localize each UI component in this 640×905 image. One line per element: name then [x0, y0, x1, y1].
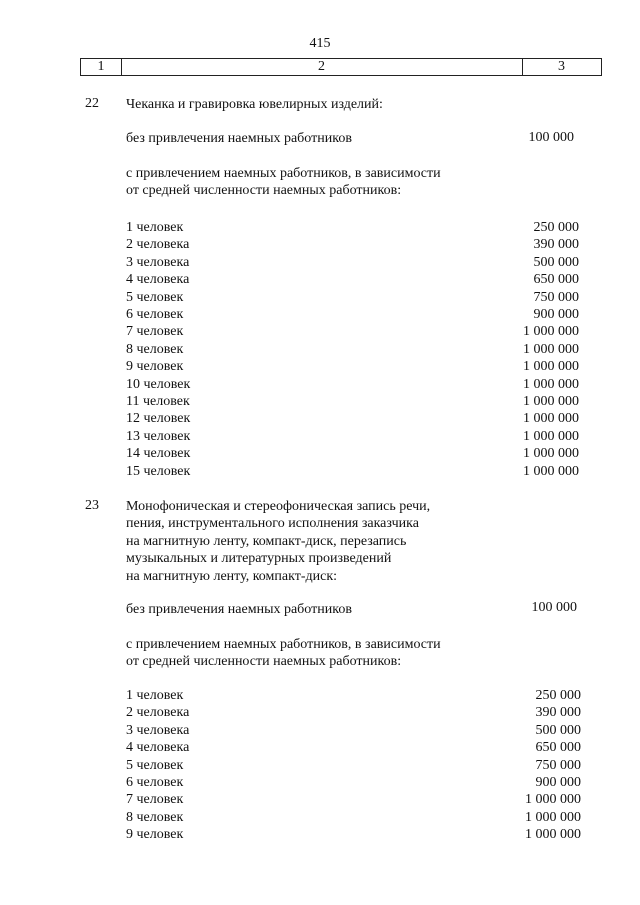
- rate-row: [0, 410, 640, 427]
- rate-value: 390 000: [535, 705, 581, 721]
- employee-count-label: 5 человек: [126, 289, 184, 305]
- rate-row: [0, 687, 640, 704]
- employee-count-label: 4 человека: [126, 272, 190, 288]
- employee-count-label: 11 человек: [126, 394, 190, 409]
- rate-value: 1 000 000: [523, 376, 579, 392]
- rate-value: 1 000 000: [523, 324, 579, 340]
- employee-count-label: 7 человек: [126, 324, 184, 340]
- rate-row: [0, 704, 640, 721]
- employee-count-label: 15 человек: [126, 463, 191, 479]
- employee-count-label: 12 человек: [126, 411, 191, 427]
- rate-row: [0, 306, 640, 323]
- rate-value: 1 000 000: [525, 809, 581, 825]
- employee-count-label: 8 человек: [126, 341, 184, 357]
- employee-count-label: 1 человек: [126, 688, 184, 703]
- rate-row: [0, 254, 640, 271]
- employee-count-label: 5 человек: [126, 757, 184, 773]
- employee-count-label: 7 человек: [126, 792, 184, 808]
- rate-value: 250 000: [533, 220, 579, 235]
- rate-value: 250 000: [535, 688, 581, 703]
- rate-row: [0, 323, 640, 340]
- rate-row: [0, 236, 640, 253]
- employee-count-label: 2 человека: [126, 237, 190, 253]
- employee-count-label: 10 человек: [126, 376, 191, 392]
- column-header-2: 2: [121, 59, 523, 75]
- employee-count-label: 9 человек: [126, 827, 184, 843]
- rate-row: [0, 826, 640, 843]
- rate-value: 750 000: [535, 757, 581, 773]
- rate-row: [0, 739, 640, 756]
- rate-row: [0, 271, 640, 288]
- with-employees-label: с привлечением наемных работников, в зависимости от средней численности наемных работников:: [126, 637, 441, 670]
- rate-value: 1 000 000: [523, 446, 579, 462]
- rate-row: [0, 393, 640, 410]
- without-employees-value: 100 000: [528, 130, 574, 145]
- rate-value: 900 000: [533, 307, 579, 322]
- rate-value: 1 000 000: [523, 411, 579, 427]
- employee-count-label: 9 человек: [126, 359, 184, 375]
- employee-count-label: 6 человек: [126, 307, 184, 322]
- rate-row: [0, 774, 640, 791]
- rate-value: 750 000: [533, 289, 579, 305]
- rate-value: 390 000: [533, 237, 579, 253]
- rate-value: 650 000: [535, 740, 581, 756]
- section-title: Чеканка и гравировка ювелирных изделий:: [126, 97, 383, 112]
- rate-row: [0, 376, 640, 393]
- rate-value: 1 000 000: [523, 428, 579, 444]
- rate-value: 1 000 000: [523, 463, 579, 479]
- without-employees-value: 100 000: [531, 600, 577, 615]
- column-header-row: [80, 58, 602, 76]
- without-employees-label: без привлечения наемных работников: [126, 131, 352, 146]
- rate-row: [0, 809, 640, 826]
- rate-row: [0, 791, 640, 808]
- rate-row: [0, 722, 640, 739]
- employee-count-label: 4 человека: [126, 740, 190, 756]
- rate-value: 650 000: [533, 272, 579, 288]
- rate-row: [0, 341, 640, 358]
- section-title: Монофоническая и стереофоническая запись речи, пения, инструментального исполнения заказчика на магнитную ленту, компакт-диск, перезапись музыкальных и литературных произведений на магнитную ленту, компакт-диск:: [126, 499, 431, 584]
- without-employees-label: без привлечения наемных работников: [126, 602, 352, 617]
- page-number: 415: [309, 36, 331, 51]
- employee-count-label: 6 человек: [126, 775, 184, 790]
- rate-value: 500 000: [533, 254, 579, 270]
- rate-value: 1 000 000: [523, 359, 579, 375]
- rate-value: 900 000: [535, 775, 581, 790]
- rate-value: 1 000 000: [525, 792, 581, 808]
- rate-row: [0, 358, 640, 375]
- rate-value: 1 000 000: [525, 827, 581, 843]
- section-number: 22: [85, 96, 99, 111]
- employee-count-label: 13 человек: [126, 428, 191, 444]
- rate-row: [0, 219, 640, 236]
- rate-value: 1 000 000: [523, 341, 579, 357]
- rate-row: [0, 289, 640, 306]
- employee-count-label: 3 человека: [126, 722, 190, 738]
- column-header-3: 3: [558, 59, 565, 74]
- employee-count-label: 8 человек: [126, 809, 184, 825]
- rate-value: 1 000 000: [523, 394, 579, 409]
- employee-count-label: 3 человека: [126, 254, 190, 270]
- employee-count-label: 1 человек: [126, 220, 184, 235]
- section-number: 23: [85, 498, 99, 513]
- employee-count-label: 2 человека: [126, 705, 190, 721]
- rate-row: [0, 445, 640, 462]
- with-employees-label: с привлечением наемных работников, в зависимости от средней численности наемных работников:: [126, 166, 441, 199]
- rate-value: 500 000: [535, 722, 581, 738]
- rate-row: [0, 757, 640, 774]
- column-header-1: 1: [81, 59, 122, 75]
- rate-row: [0, 463, 640, 480]
- employee-count-label: 14 человек: [126, 446, 191, 462]
- rate-row: [0, 428, 640, 445]
